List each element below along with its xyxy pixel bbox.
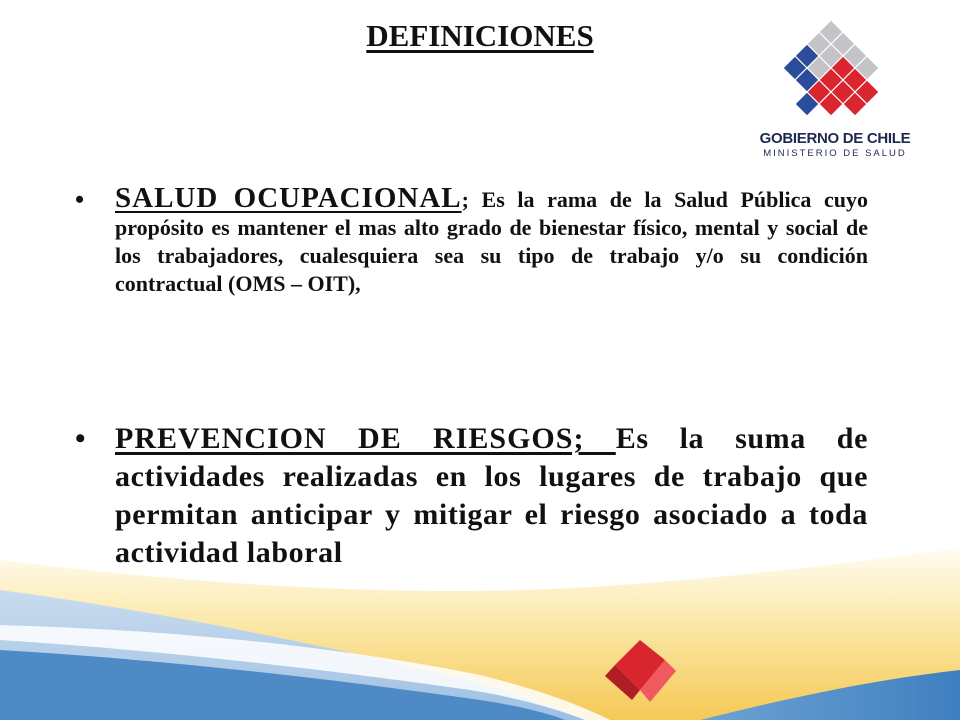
bullet-text: Es la rama de la Salud Pública cuyo propósito es mantener el mas alto grado de bienestar físico, mental y social de los trabajadores, cualesquiera sea su tipo de trabajo y/o su condición contractual (OMS – OIT), [115,187,868,296]
logo-line1: GOBIERNO DE CHILE [759,130,911,147]
chile-cubes-emblem [745,20,925,130]
logo-line2: MINISTERIO DE SALUD [763,148,907,159]
bullet-marker: • [75,185,85,214]
bullet-separator: ; [461,187,469,212]
bullet-marker: • [75,422,86,455]
bullet-salud-ocupacional [75,184,868,298]
bullet-text: Es la suma de actividades realizadas en los lugares de trabajo que permitan anticipar y mitigar el riesgo asociado a toda actividad laboral [115,422,868,569]
slide-title: DEFINICIONES [366,18,594,53]
bullet-keyword: PREVENCION DE RIESGOS; [115,422,616,455]
bullet-prevencion-de-riesgos [75,420,868,572]
gobierno-de-chile-logo [745,20,925,170]
bullet-keyword: SALUD OCUPACIONAL [115,182,462,214]
